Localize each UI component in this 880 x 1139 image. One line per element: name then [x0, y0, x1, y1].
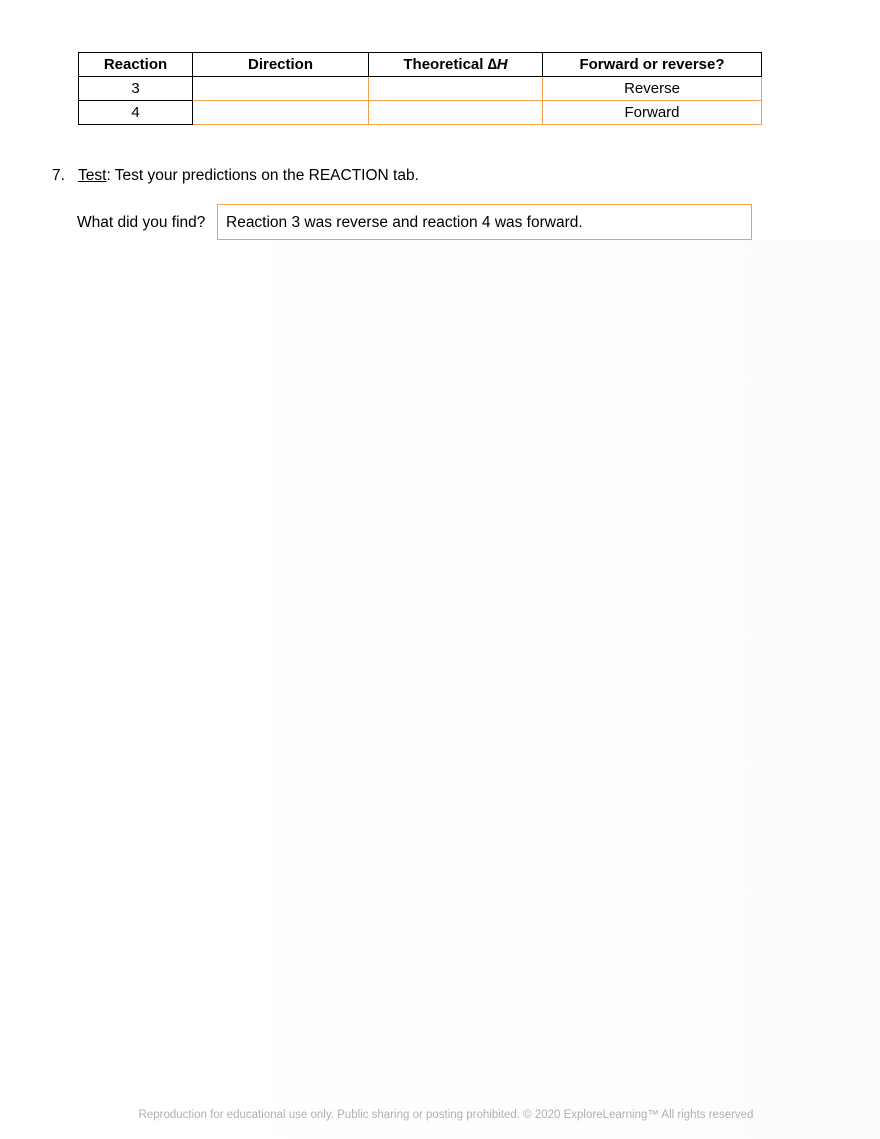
- cell-forward-or-reverse-input[interactable]: Reverse: [543, 77, 762, 101]
- find-prompt-label: What did you find?: [77, 214, 206, 231]
- cell-reaction: 3: [79, 77, 193, 101]
- copyright-footer: Reproduction for educational use only. Public sharing or posting prohibited. © 2020 ExploreLearning™ All rights reserved: [138, 1109, 754, 1121]
- table-header-row: [79, 53, 762, 77]
- question-7: [52, 166, 419, 186]
- table-row: [79, 101, 762, 125]
- header-reaction: Reaction: [79, 53, 193, 77]
- header-direction: Direction: [193, 53, 369, 77]
- question-text: : Test your predictions on the REACTION tab.: [106, 167, 419, 184]
- cell-theoretical-input[interactable]: [369, 77, 543, 101]
- question-number: 7.: [52, 167, 65, 184]
- reaction-table: [78, 52, 762, 125]
- find-answer-field[interactable]: Reaction 3 was reverse and reaction 4 was forward.: [217, 204, 752, 240]
- cell-forward-or-reverse-input[interactable]: Forward: [543, 101, 762, 125]
- cell-reaction: 4: [79, 101, 193, 125]
- header-theoretical-delta-h: [369, 53, 543, 77]
- header-forward-or-reverse: Forward or reverse?: [543, 53, 762, 77]
- cell-theoretical-input[interactable]: [369, 101, 543, 125]
- page-background: [180, 240, 880, 1139]
- header-theoretical-label: Theoretical ∆: [403, 55, 497, 73]
- table-row: [79, 77, 762, 101]
- cell-direction-input[interactable]: [193, 101, 369, 125]
- question-keyword: Test: [78, 167, 107, 184]
- cell-direction-input[interactable]: [193, 77, 369, 101]
- header-theoretical-var: H: [496, 55, 508, 73]
